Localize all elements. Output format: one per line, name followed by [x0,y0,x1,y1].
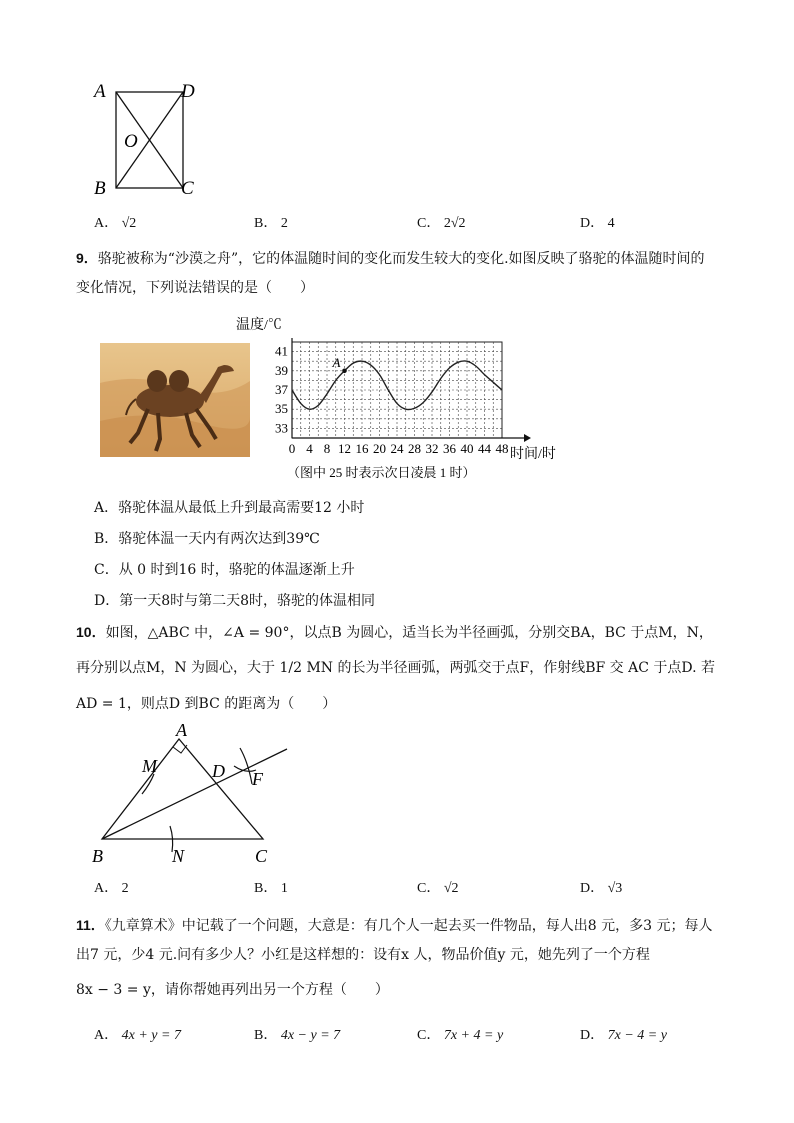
rectangle-figure [88,76,208,200]
temperature-chart [232,312,572,484]
q10-line-3: AD = 1，则点D 到BC 的距离为（ ） [76,696,337,712]
label-n: N [172,846,185,866]
x-tick-label: 36 [443,441,456,456]
option-letter: D． [580,216,605,231]
x-tick-label: 4 [306,441,313,456]
x-tick-label: 28 [408,441,421,456]
y-tick-label: 39 [275,362,288,378]
option-letter: D． [580,881,605,896]
q9-line-1 [76,248,705,269]
y-tick-label: 33 [275,420,288,436]
triangle-figure [88,722,298,867]
x-tick-label: 32 [425,441,439,456]
label-c: C [255,846,268,866]
option-d-value: √3 [607,881,623,896]
option-letter: B． [254,1028,278,1043]
x-tick-label: 48 [495,441,509,456]
q9-line-2: 变化情况，下列说法错误的是（ ） [76,280,314,296]
q8-option-b [254,212,288,232]
option-letter: A． [94,881,119,896]
q11-number: 11． [76,917,105,933]
q10-number: 10． [76,624,106,640]
q9-option-d: D．第一天8时与第二天8时，骆驼的体温相同 [94,593,376,609]
q11-option-a [94,1024,181,1044]
option-b-value: 2 [280,216,288,231]
q10-line-2: 再分别以点M，N 为圆心，大于 1/2 MN 的长为半径画弧，两弧交于点F，作射线BF 交 AC 于点D. 若 [76,660,716,676]
option-b-value: 4x − y = 7 [280,1028,341,1043]
option-d-value: 7x − 4 = y [607,1028,667,1043]
label-a: A [94,81,106,102]
label-f: F [252,769,263,789]
x-tick-label: 16 [355,441,369,456]
q10-option-b [254,877,288,897]
option-letter: C． [417,881,441,896]
option-letter: B． [254,881,278,896]
label-d: D [181,81,195,102]
x-axis-title: 时间/时 [510,447,556,462]
y-tick-label: 41 [275,343,288,359]
option-b-value: 1 [280,881,288,896]
q11-line-1 [76,915,713,936]
ray-bf [102,749,287,839]
option-letter: A． [94,216,119,231]
q8-option-a [94,212,136,232]
q10-text-1: 如图，△ABC 中，∠A = 90°，以点B 为圆心，适当长为半径画弧，分别交BA，BC 于点M，N， [105,625,713,641]
q11-line-2: 出7 元，少4 元.问有多少人？小红是这样想的：设有x 人，物品价值y 元，她先列了一个方程 [76,947,650,963]
option-letter: B． [254,216,278,231]
q11-text-1: 《九章算术》中记载了一个问题，大意是：有几个人一起去买一件物品，每人出8 元，多3 元；每人 [104,918,713,934]
q11-line-3: 8x − 3 = y，请你帮她再列出另一个方程（ ） [76,982,389,998]
q11-option-d [580,1024,667,1044]
arc-f-2 [240,748,252,784]
option-c-value: 7x + 4 = y [443,1028,504,1043]
option-a-value: √2 [121,216,137,231]
q9-number: 9． [76,250,98,266]
x-tick-label: 12 [338,441,351,456]
q9-option-b: B．骆驼体温一天内有两次达到39℃ [94,531,320,547]
option-a-value: 2 [121,881,129,896]
point-a-marker [342,369,347,374]
x-tick-label: 24 [390,441,404,456]
x-tick-label: 0 [288,441,296,456]
label-d: D [212,761,225,781]
chart-axes [292,338,531,442]
q9-option-a: A．骆驼体温从最低上升到最高需要12 小时 [94,500,365,516]
x-tick-label: 40 [460,441,474,456]
q8-option-d [580,212,615,232]
label-b: B [94,178,106,199]
option-d-value: 4 [607,216,615,231]
q10-option-d [580,877,622,897]
q10-option-c [417,877,459,897]
label-m: M [142,756,157,776]
y-tick-label: 37 [275,382,288,397]
x-axis-arrow [524,434,531,442]
q11-option-c [417,1024,503,1044]
x-tick-label: 20 [373,441,386,456]
option-a-value: 4x + y = 7 [121,1028,181,1043]
q10-option-a [94,877,129,897]
option-letter: D． [580,1028,605,1043]
q8-option-c [417,212,466,232]
q9-text-1: 骆驼被称为“沙漠之舟”，它的体温随时间的变化而发生较大的变化.如图反映了骆驼的体温随时间的 [97,251,705,267]
option-c-value: √2 [443,881,459,896]
triangle-abc [102,739,263,839]
q9-option-c: C．从 0 时到16 时，骆驼的体温逐渐上升 [94,562,355,578]
label-o: O [124,131,138,152]
label-b: B [92,846,103,866]
chart-caption: （图中 25 时表示次日凌晨 1 时） [287,465,476,480]
point-a-label: A [332,354,341,370]
q11-option-b [254,1024,340,1044]
chart-grid [292,342,502,438]
y-axis-title: 温度/℃ [236,318,282,333]
option-letter: A． [94,1028,119,1043]
label-a: A [176,722,187,740]
q10-line-1 [76,622,713,643]
label-c: C [181,178,194,199]
option-letter: C． [417,1028,441,1043]
x-tick-label: 44 [478,441,491,456]
option-c-value: 2√2 [443,216,466,231]
camel-photo [100,343,250,457]
y-tick-label: 35 [275,401,288,417]
option-letter: C． [417,216,441,231]
x-tick-label: 8 [323,441,331,456]
